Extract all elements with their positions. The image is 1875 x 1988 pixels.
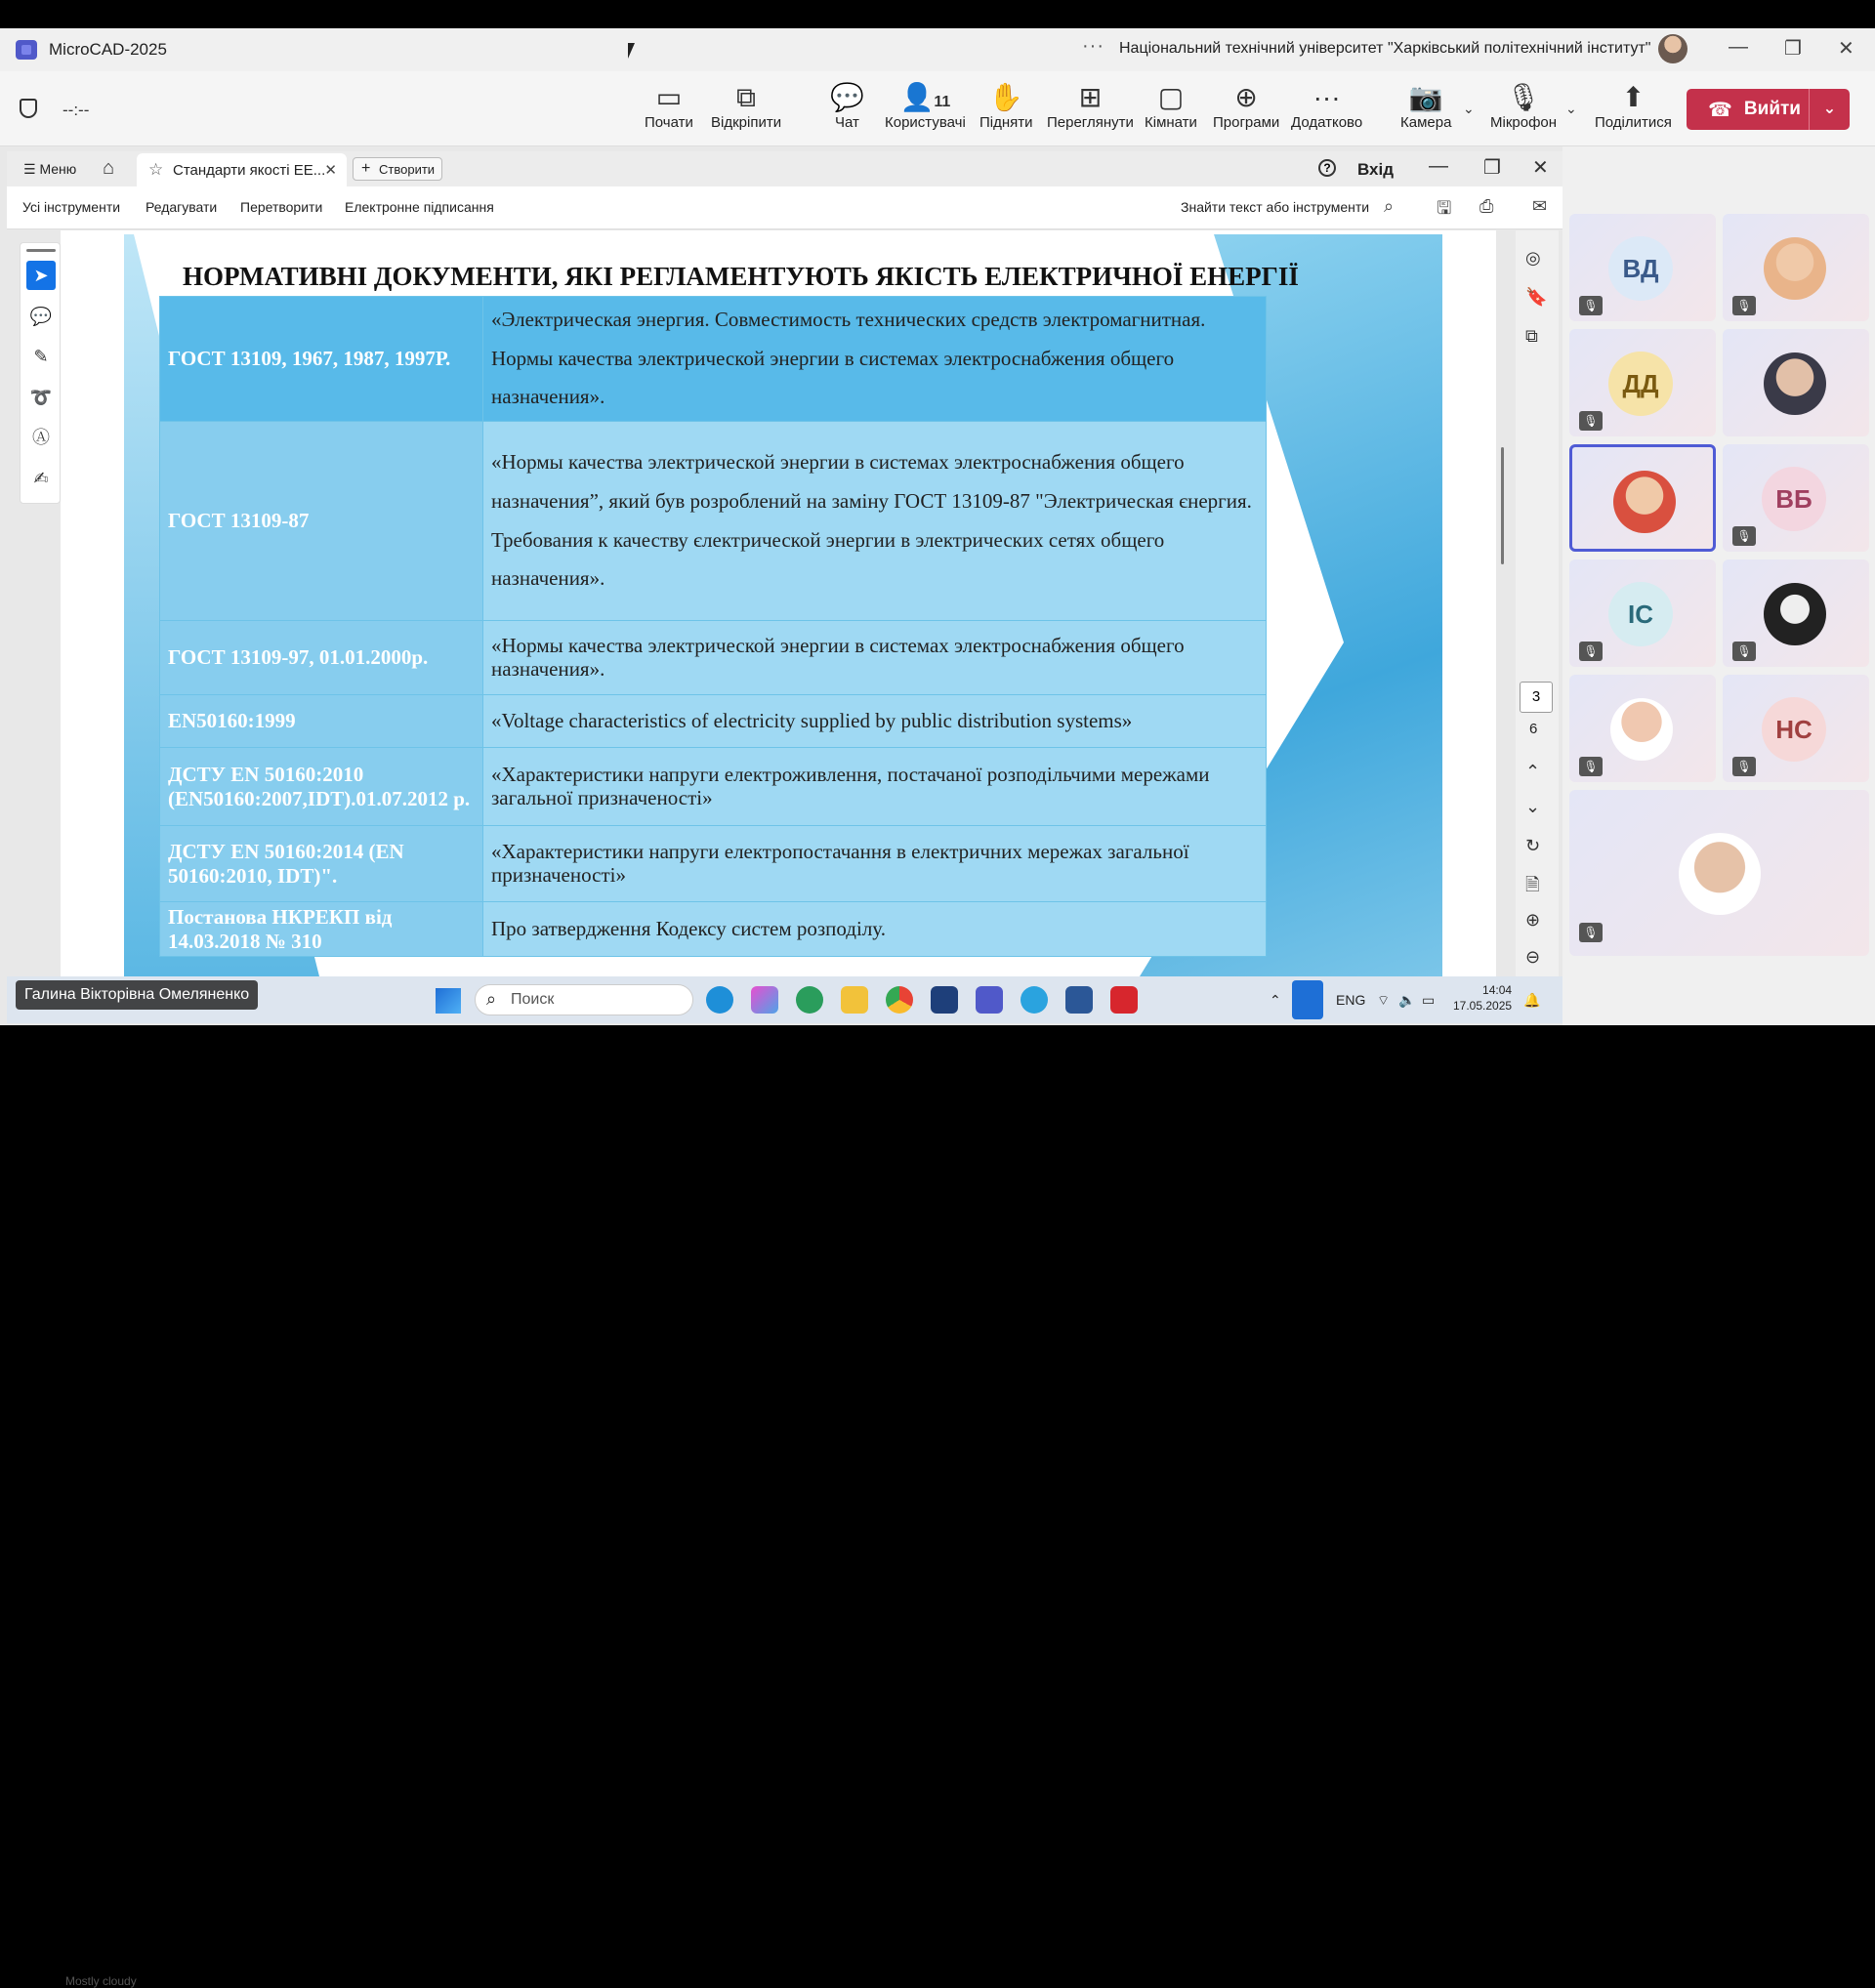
table-row [160, 748, 1267, 826]
rooms-icon: ▢ [1157, 82, 1185, 112]
participant-photo [1764, 352, 1826, 415]
home-icon[interactable]: ⌂ [103, 157, 115, 179]
people-label: Користувачі [885, 114, 966, 131]
highlight-tool-icon[interactable]: ✎ [33, 347, 49, 366]
more-icon: ··· [1312, 82, 1341, 112]
pages-icon[interactable]: ⧉ [1525, 326, 1538, 346]
annotation-toolbar [20, 242, 61, 504]
standards-table [159, 296, 1267, 957]
search-icon[interactable]: ⌕ [1384, 196, 1395, 216]
table-cell-key: ДСТУ EN 50160:2014 (EN 50160:2010, IDT)". [160, 826, 483, 902]
meeting-toolbar [0, 71, 1875, 146]
taskbar-search-placeholder: Поиск [511, 991, 555, 1008]
comments-panel-icon[interactable]: ◎ [1525, 248, 1541, 268]
rooms-label: Кімнати [1145, 114, 1197, 131]
table-cell-key: EN50160:1999 [160, 695, 483, 748]
raise-hand-label: Підняти [979, 114, 1033, 131]
mic-muted-icon: 🎙 [1579, 757, 1603, 776]
screen-top-bar [0, 0, 1875, 28]
table-cell-value: Про затвердження Кодексу систем розподілу. [483, 902, 1267, 957]
record-label: Почати [645, 114, 693, 131]
participants-gallery [1562, 146, 1875, 1025]
menu-e-sign[interactable]: Електронне підписання [345, 199, 494, 215]
people-button[interactable] [885, 81, 966, 131]
bookmarks-icon[interactable]: 🔖 [1525, 287, 1548, 307]
view-icon: ⊞ [1078, 82, 1103, 112]
table-cell-key: ГОСТ 13109, 1967, 1987, 1997Р. [160, 297, 483, 422]
close-tab-icon[interactable]: ✕ [324, 162, 337, 179]
record-icon: ▭ [655, 82, 683, 112]
mic-muted-icon: 🎙 [1732, 642, 1756, 661]
table-cell-key: ГОСТ 13109-87 [160, 422, 483, 621]
taskbar-clock[interactable] [1453, 982, 1512, 1014]
file-explorer-icon[interactable] [841, 986, 868, 1014]
page-number-input[interactable]: 3 [1520, 682, 1553, 713]
table-row [160, 826, 1267, 902]
table-cell-value: «Нормы качества электрической энергии в системах электроснабжения общего назначения». [483, 621, 1267, 695]
copilot-icon[interactable] [751, 986, 778, 1014]
participant-tile[interactable] [1569, 329, 1716, 436]
participant-photo [1764, 583, 1826, 645]
chrome-icon[interactable] [886, 986, 913, 1014]
record-button[interactable] [645, 81, 693, 131]
print-icon[interactable]: ⎙ [1479, 196, 1494, 216]
share-label: Поділитися [1595, 114, 1672, 131]
teams-title-bar [0, 28, 1875, 71]
table-cell-key: Постанова НКРЕКП від 14.03.2018 № 310 [160, 902, 483, 957]
people-icon: 👤11 [899, 82, 951, 112]
acrobat-menu-bar [7, 186, 1562, 229]
participant-photo [1679, 833, 1761, 915]
mic-muted-icon: 🎙 [1579, 642, 1603, 661]
comment-tool-icon[interactable]: 💬 [29, 307, 53, 326]
language-indicator[interactable]: ENG [1336, 992, 1366, 1008]
tray-overflow-icon[interactable]: ⌃ [1270, 992, 1281, 1008]
mic-muted-icon: 🎙 [1579, 411, 1603, 431]
mic-options-chevron-icon[interactable]: ⌄ [1565, 101, 1577, 116]
extract-page-icon[interactable]: 🗎 [1525, 875, 1540, 894]
email-icon[interactable]: ✉ [1532, 196, 1548, 216]
mic-muted-icon: 🎙 [1732, 526, 1756, 546]
camera-options-chevron-icon[interactable]: ⌄ [1463, 101, 1475, 116]
more-button[interactable] [1291, 81, 1362, 131]
table-row [160, 695, 1267, 748]
clock-time: 14:04 [1482, 983, 1513, 997]
page-up-icon[interactable]: ⌃ [1525, 762, 1541, 781]
participant-initials: ВБ [1762, 467, 1826, 531]
word-icon[interactable] [1065, 986, 1093, 1014]
participant-tile-active-speaker[interactable] [1569, 444, 1716, 552]
menu-edit[interactable]: Редагувати [146, 199, 218, 215]
mouse-cursor-icon [628, 43, 642, 59]
participant-photo [1610, 698, 1673, 761]
acrobat-taskbar-icon[interactable] [1110, 986, 1138, 1014]
select-tool-icon[interactable]: ➤ [26, 261, 56, 290]
participant-tile[interactable] [1569, 214, 1716, 321]
participant-photo [1764, 237, 1826, 300]
table-row [160, 621, 1267, 695]
mic-muted-icon: 🎙 [1732, 296, 1756, 315]
table-cell-value: «Характеристики напруги електроживлення, постачаної розподільчими мережами загальної призначеності» [483, 748, 1267, 826]
meeting-timer: --:-- [62, 101, 90, 119]
table-cell-value: «Характеристики напруги електропостачання в електричних мережах загальної призначеності» [483, 826, 1267, 902]
camera-off-icon: 📷 [1408, 82, 1443, 112]
participant-tile[interactable] [1569, 790, 1869, 956]
create-button[interactable] [353, 157, 442, 181]
participant-initials: НС [1762, 697, 1826, 762]
taskbar-search[interactable] [475, 984, 693, 1015]
mic-muted-icon: 🎙 [1732, 757, 1756, 776]
view-label: Переглянути [1047, 114, 1134, 131]
document-scrollbar[interactable] [1501, 447, 1504, 564]
acrobat-close-icon[interactable]: ✕ [1532, 157, 1549, 179]
find-tools-input[interactable]: Знайти текст або інструменти [1181, 199, 1370, 215]
sign-in-button[interactable]: Вхід [1357, 160, 1395, 179]
participant-photo [1613, 471, 1676, 533]
clock-date: 17.05.2025 [1453, 999, 1513, 1013]
apps-label: Програми [1213, 114, 1280, 131]
plus-icon: + [361, 160, 371, 177]
toolbar-drag-handle[interactable] [26, 249, 56, 252]
windows-start-icon[interactable] [436, 988, 461, 1014]
chat-label: Чат [834, 114, 859, 131]
notifications-icon[interactable]: 🔔 [1523, 992, 1541, 1008]
skype-icon[interactable] [706, 986, 733, 1014]
edge-icon[interactable] [796, 986, 823, 1014]
leave-label: Вийти [1743, 99, 1801, 119]
rotate-icon[interactable]: ↻ [1525, 836, 1541, 855]
raise-hand-button[interactable] [979, 81, 1033, 131]
page-down-icon[interactable]: ⌄ [1525, 797, 1541, 816]
participant-tile[interactable] [1569, 675, 1716, 782]
user-avatar[interactable] [1658, 34, 1688, 63]
star-icon[interactable]: ☆ [148, 160, 164, 179]
apps-icon: ⊕ [1234, 82, 1258, 112]
mic-button[interactable] [1490, 81, 1557, 131]
menu-all-tools[interactable]: Усі інструменти [22, 199, 121, 215]
search-icon: ⌕ [486, 989, 497, 1009]
more-options-icon[interactable]: ··· [1082, 35, 1104, 57]
popout-label: Відкріпити [711, 114, 782, 131]
zoom-in-icon[interactable]: ⊕ [1525, 910, 1541, 930]
raise-hand-icon: ✋ [988, 82, 1023, 112]
mic-in-use-icon[interactable] [1292, 980, 1323, 1019]
draw-tool-icon[interactable]: ➰ [29, 388, 53, 407]
shield-icon [20, 99, 37, 118]
teams-logo-icon [16, 40, 37, 60]
create-label: Створити [379, 162, 436, 177]
close-icon[interactable]: ✕ [1838, 38, 1854, 60]
rooms-button[interactable] [1145, 81, 1197, 131]
participant-tile[interactable] [1723, 444, 1869, 552]
leave-options-chevron-icon[interactable]: ⌄ [1809, 89, 1850, 130]
weather-widget[interactable]: Mostly cloudy [65, 1974, 137, 1988]
people-count: 11 [934, 94, 951, 110]
table-cell-key: ГОСТ 13109-97, 01.01.2000р. [160, 621, 483, 695]
chat-icon: 💬 [830, 82, 864, 112]
teams-taskbar-icon[interactable] [976, 986, 1003, 1014]
apps-button[interactable] [1213, 81, 1279, 131]
table-cell-value: «Voltage characteristics of electricity supplied by public distribution systems» [483, 695, 1267, 748]
mic-muted-icon: 🎙 [1579, 923, 1603, 942]
share-icon: ⬆ [1621, 82, 1646, 112]
table-cell-value: «Нормы качества электрической энергии в системах электроснабжения общего назначения”, який був розроблений на заміну ГОСТ 13109-87 "Электрическая єнергия. Требования к качеству єлектрической энергии в электрических сетях общего назначения». [483, 422, 1267, 621]
participant-initials: ІС [1608, 582, 1673, 646]
organization-name: Національний технічний університет "Харківський політехнічний інститут" [1119, 40, 1651, 57]
acrobat-menu-button[interactable]: ☰ Меню [23, 161, 77, 177]
participant-tile[interactable] [1723, 559, 1869, 667]
share-button[interactable] [1595, 81, 1672, 131]
participant-initials: ВД [1608, 236, 1673, 301]
table-cell-key: ДСТУ EN 50160:2010 (EN50160:2007,IDT).01.07.2012 р. [160, 748, 483, 826]
participant-initials: ДД [1608, 352, 1673, 416]
battery-icon[interactable]: ▭ [1422, 992, 1436, 1008]
minimize-icon[interactable]: — [1729, 36, 1748, 58]
camera-button[interactable] [1400, 81, 1451, 131]
participant-tile[interactable] [1569, 559, 1716, 667]
mic-off-icon: 🎙 [1506, 82, 1541, 112]
screen-bottom-bar [0, 1025, 1875, 1055]
participant-tile[interactable] [1723, 329, 1869, 436]
slide-title: НОРМАТИВНІ ДОКУМЕНТИ, ЯКІ РЕГЛАМЕНТУЮТЬ ЯКІСТЬ ЕЛЕКТРИЧНОЇ ЕНЕРГІЇ [183, 262, 1299, 291]
restore-icon[interactable]: ❐ [1784, 38, 1802, 60]
presenter-name-tag: Галина Вікторівна Омеляненко [16, 980, 258, 1010]
sign-tool-icon[interactable]: ✍ [33, 469, 49, 488]
menu-label: Меню [39, 161, 77, 177]
wifi-icon[interactable]: ⌔ [1377, 992, 1391, 1008]
acrobat-tab-bar [7, 151, 1562, 186]
meeting-title: MicroCAD-2025 [49, 40, 167, 59]
menu-convert[interactable]: Перетворити [240, 199, 323, 215]
telegram-icon[interactable] [1021, 986, 1048, 1014]
table-row [160, 297, 1267, 422]
leave-button[interactable] [1687, 89, 1850, 130]
text-tool-icon[interactable]: Ⓐ [32, 428, 50, 447]
save-app-icon[interactable] [931, 986, 958, 1014]
camera-label: Камера [1400, 114, 1452, 131]
mic-muted-icon: 🎙 [1579, 296, 1603, 315]
document-tab-title: Стандарти якості ЕЕ... [173, 162, 326, 179]
view-button[interactable] [1047, 81, 1134, 131]
acrobat-minimize-icon[interactable]: — [1429, 155, 1448, 177]
chat-button[interactable] [830, 81, 864, 131]
help-icon[interactable]: ? [1318, 159, 1336, 177]
popout-button[interactable] [711, 81, 781, 131]
acrobat-right-rail [1516, 230, 1559, 976]
volume-icon[interactable]: 🔈 [1398, 992, 1416, 1008]
popout-icon: ⧉ [736, 82, 757, 112]
document-tab[interactable] [137, 153, 347, 186]
table-cell-value: «Электрическая энергия. Совместимость технических средств электромагнитная. Нормы качества электрической энергии в системах электроснабжения общего назначения». [483, 297, 1267, 422]
acrobat-restore-icon[interactable]: ❐ [1483, 157, 1501, 179]
save-icon[interactable]: 🖫 [1437, 198, 1452, 218]
table-row [160, 422, 1267, 621]
participant-tile[interactable] [1723, 214, 1869, 321]
participant-tile[interactable] [1723, 675, 1869, 782]
page-total: 6 [1529, 721, 1538, 737]
phone-hangup-icon: ☎ [1708, 99, 1732, 121]
zoom-out-icon[interactable]: ⊖ [1525, 947, 1541, 967]
more-label: Додатково [1291, 114, 1363, 131]
table-row [160, 902, 1267, 957]
mic-label: Мікрофон [1490, 114, 1558, 131]
